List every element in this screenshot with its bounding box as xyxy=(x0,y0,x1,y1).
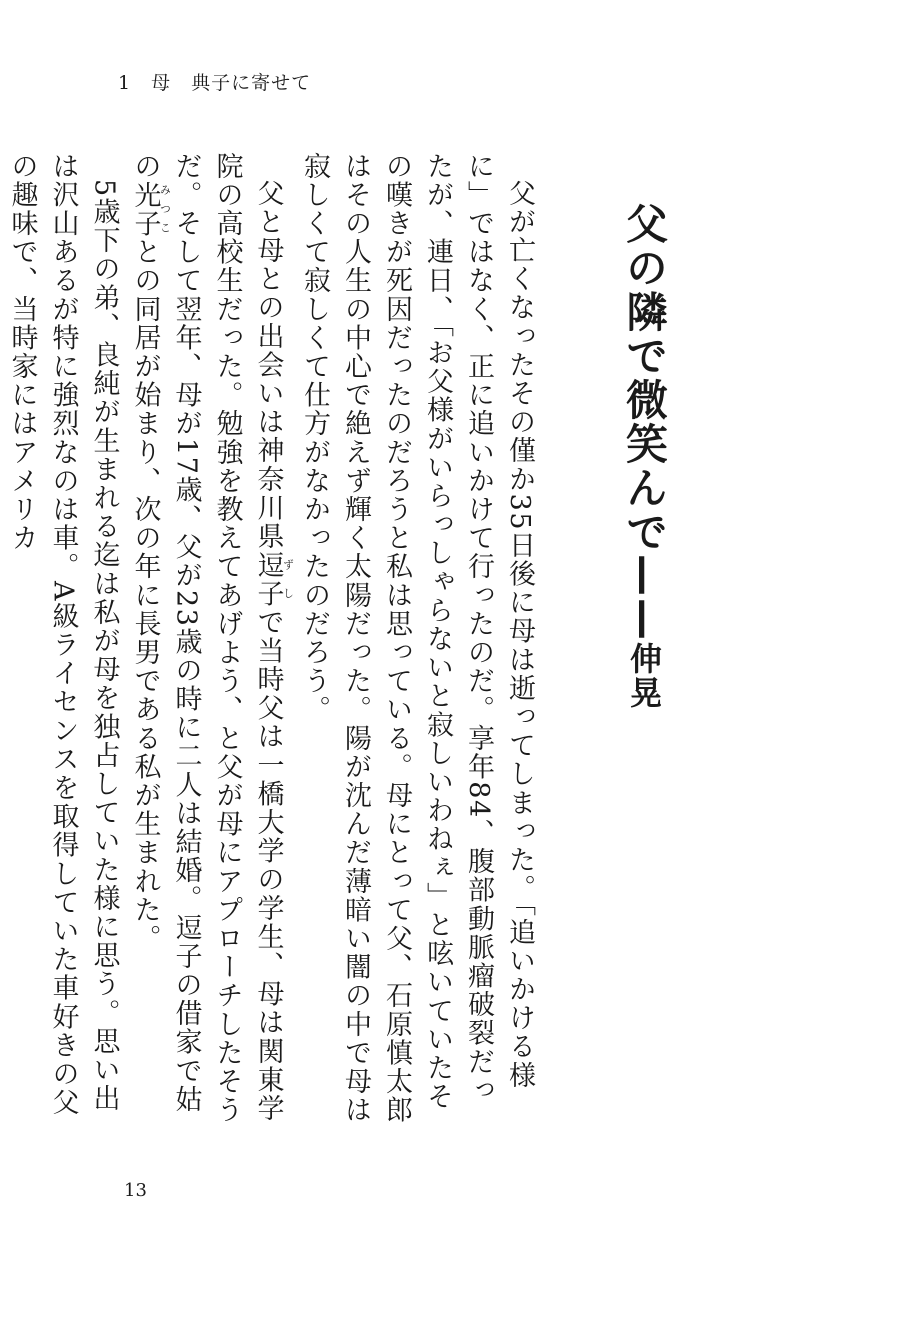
essay-title xyxy=(614,202,674,710)
paragraph-3: 5歳下の弟、良純が生まれる迄は私が母を独占していた様に思う。思い出は沢山あるが特に強烈なのは車。A級ライセンスを取得していた車好きの父の趣味で、当時家にはアメリカ xyxy=(6,152,120,1117)
page-number: 13 xyxy=(124,1180,147,1201)
essay-title-main: 父の隣で微笑んで—— xyxy=(620,202,669,642)
essay-author: 伸晃 xyxy=(625,642,663,710)
ruby-mitsuko: 光子みつこ xyxy=(129,180,172,238)
running-head: 1 母 典子に寄せて xyxy=(118,72,312,94)
paragraph-2: 父と母との出会いは神奈川県逗子ずしで当時父は一橋大学の学生、母は関東学院の高校生だった。勉強を教えてあげよう、と父が母にアプローチしたそうだ。そして翌年、母が17歳、父が23歳の時に二人は結婚。逗子の借家で姑の光子みつことの同居が始まり、次の年に長男である私が生まれた。 xyxy=(129,152,295,1125)
body-text xyxy=(2,152,541,1132)
paragraph-1: 父が亡くなったその僅か35日後に母は逝ってしまった。「追いかける様に」ではなく、正に追いかけて行ったのだ。享年84、腹部動脈瘤破裂だったが、連日、「お父様がいらっしゃらないと寂しいわねぇ」と呟いていたその嘆きが死因だったのだろうと私は思っている。母にとって父、石原慎太郎はその人生の中心で絶えず輝く太陽だった。陽が沈んだ薄暗い闇の中で母は寂しくて寂しくて仕方がなかったのだろう。 xyxy=(299,152,535,1125)
ruby-zushi: 逗子ずし xyxy=(252,550,295,609)
